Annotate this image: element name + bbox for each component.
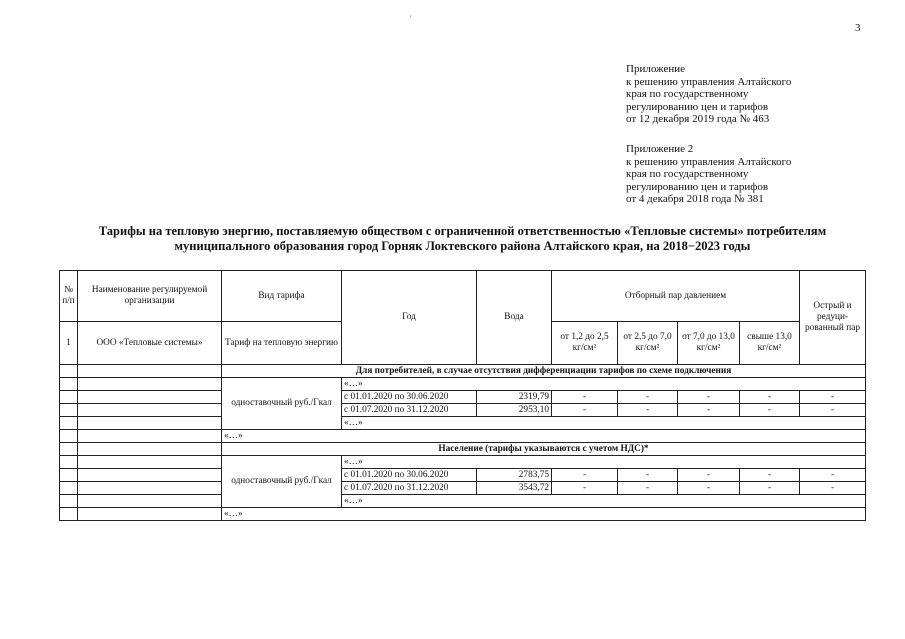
tariff-kind: одноставочный руб./Гкал (222, 378, 342, 430)
period-cell: с 01.01.2020 по 30.06.2020 (342, 391, 477, 404)
appendix-line: от 4 декабря 2018 года № 381 (626, 193, 764, 206)
appendix-block-2 (626, 143, 791, 206)
table-row (60, 456, 866, 469)
water-value: 2953,10 (477, 404, 552, 417)
steam-value: - (740, 391, 800, 404)
section-title-row (60, 443, 866, 456)
header-water: Вода (477, 271, 552, 365)
header-num: № п/п (60, 271, 78, 322)
header-steam-3: от 7,0 до 13,0 кг/см² (678, 322, 740, 365)
section-title-row (60, 365, 866, 378)
header-org: Наименование регулируемой организации (78, 271, 222, 322)
table-row (60, 378, 866, 391)
steam-value: - (618, 391, 678, 404)
ellipsis-cell: «…» (222, 430, 866, 443)
appendix-line: к решению управления Алтайского (626, 155, 792, 168)
section-title: Для потребителей, в случае отсутствия дифференциации тарифов по схеме подключения (222, 365, 866, 378)
table-row (60, 495, 866, 508)
appendix-line: регулированию цен и тарифов (626, 100, 769, 113)
ellipsis-cell: «…» (342, 495, 866, 508)
steam-value: - (552, 404, 618, 417)
steam-value: - (552, 482, 618, 495)
steam-value: - (740, 404, 800, 417)
ellipsis-cell: «…» (342, 456, 866, 469)
title-line-2: муниципального образования город Горняк Локтевского района Алтайского края, на 2018−2023 годы (174, 239, 751, 253)
header-steam-4: свыше 13,0 кг/см² (740, 322, 800, 365)
appendix-line: регулированию цен и тарифов (626, 180, 769, 193)
header-sharp-steam: Острый и редуци-рованный пар (800, 271, 866, 365)
table-row (60, 469, 866, 482)
header-steam-group: Отборный пар давлением (552, 271, 800, 322)
appendix-line: от 12 декабря 2019 года № 463 (626, 113, 770, 126)
table-row (60, 404, 866, 417)
table-row (60, 391, 866, 404)
steam-value: - (678, 404, 740, 417)
tariff-name: Тариф на тепловую энергию (222, 322, 342, 365)
table-row (60, 430, 866, 443)
header-tariff-type: Вид тарифа (222, 271, 342, 322)
steam-value: - (618, 469, 678, 482)
sharp-value: - (800, 482, 866, 495)
tariff-table (59, 270, 866, 521)
steam-value: - (678, 482, 740, 495)
appendix-line: края по государственному (626, 88, 749, 101)
ellipsis-cell: «…» (342, 378, 866, 391)
header-steam-2: от 2,5 до 7,0 кг/см² (618, 322, 678, 365)
title-line-1: Тарифы на тепловую энергию, поставляемую обществом с ограниченной ответственностью «Тепловые системы» потребителям (98, 224, 827, 238)
page-number: 3 (855, 22, 861, 34)
appendix-line: к решению управления Алтайского (626, 75, 792, 88)
sharp-value: - (800, 391, 866, 404)
header-row-1 (60, 271, 866, 322)
steam-value: - (552, 469, 618, 482)
steam-value: - (552, 391, 618, 404)
sharp-value: - (800, 469, 866, 482)
header-year: Год (342, 271, 477, 365)
table-row (60, 482, 866, 495)
steam-value: - (740, 469, 800, 482)
period-cell: с 01.01.2020 по 30.06.2020 (342, 469, 477, 482)
appendix-line: края по государственному (626, 168, 749, 181)
header-steam-1: от 1,2 до 2,5 кг/см² (552, 322, 618, 365)
tariff-kind: одноставочный руб./Гкал (222, 456, 342, 508)
ellipsis-cell: «…» (222, 508, 866, 521)
steam-value: - (678, 469, 740, 482)
table-row (60, 417, 866, 430)
sharp-value: - (800, 404, 866, 417)
period-cell: с 01.07.2020 по 31.12.2020 (342, 482, 477, 495)
org-name: ООО «Тепловые системы» (78, 322, 222, 365)
document-title (40, 224, 885, 254)
period-cell: с 01.07.2020 по 31.12.2020 (342, 404, 477, 417)
section-title: Население (тарифы указываются с учетом НДС)* (222, 443, 866, 456)
appendix-line: Приложение (626, 63, 686, 75)
table-row (60, 508, 866, 521)
ellipsis-cell: «…» (342, 417, 866, 430)
steam-value: - (618, 404, 678, 417)
steam-value: - (618, 482, 678, 495)
appendix-line: Приложение 2 (626, 143, 694, 155)
steam-value: - (678, 391, 740, 404)
appendix-block-1 (626, 63, 791, 126)
steam-value: - (740, 482, 800, 495)
row-number: 1 (60, 322, 78, 365)
water-value: 3543,72 (477, 482, 552, 495)
water-value: 2319,79 (477, 391, 552, 404)
water-value: 2783,75 (477, 469, 552, 482)
stray-mark: ' (410, 14, 412, 23)
